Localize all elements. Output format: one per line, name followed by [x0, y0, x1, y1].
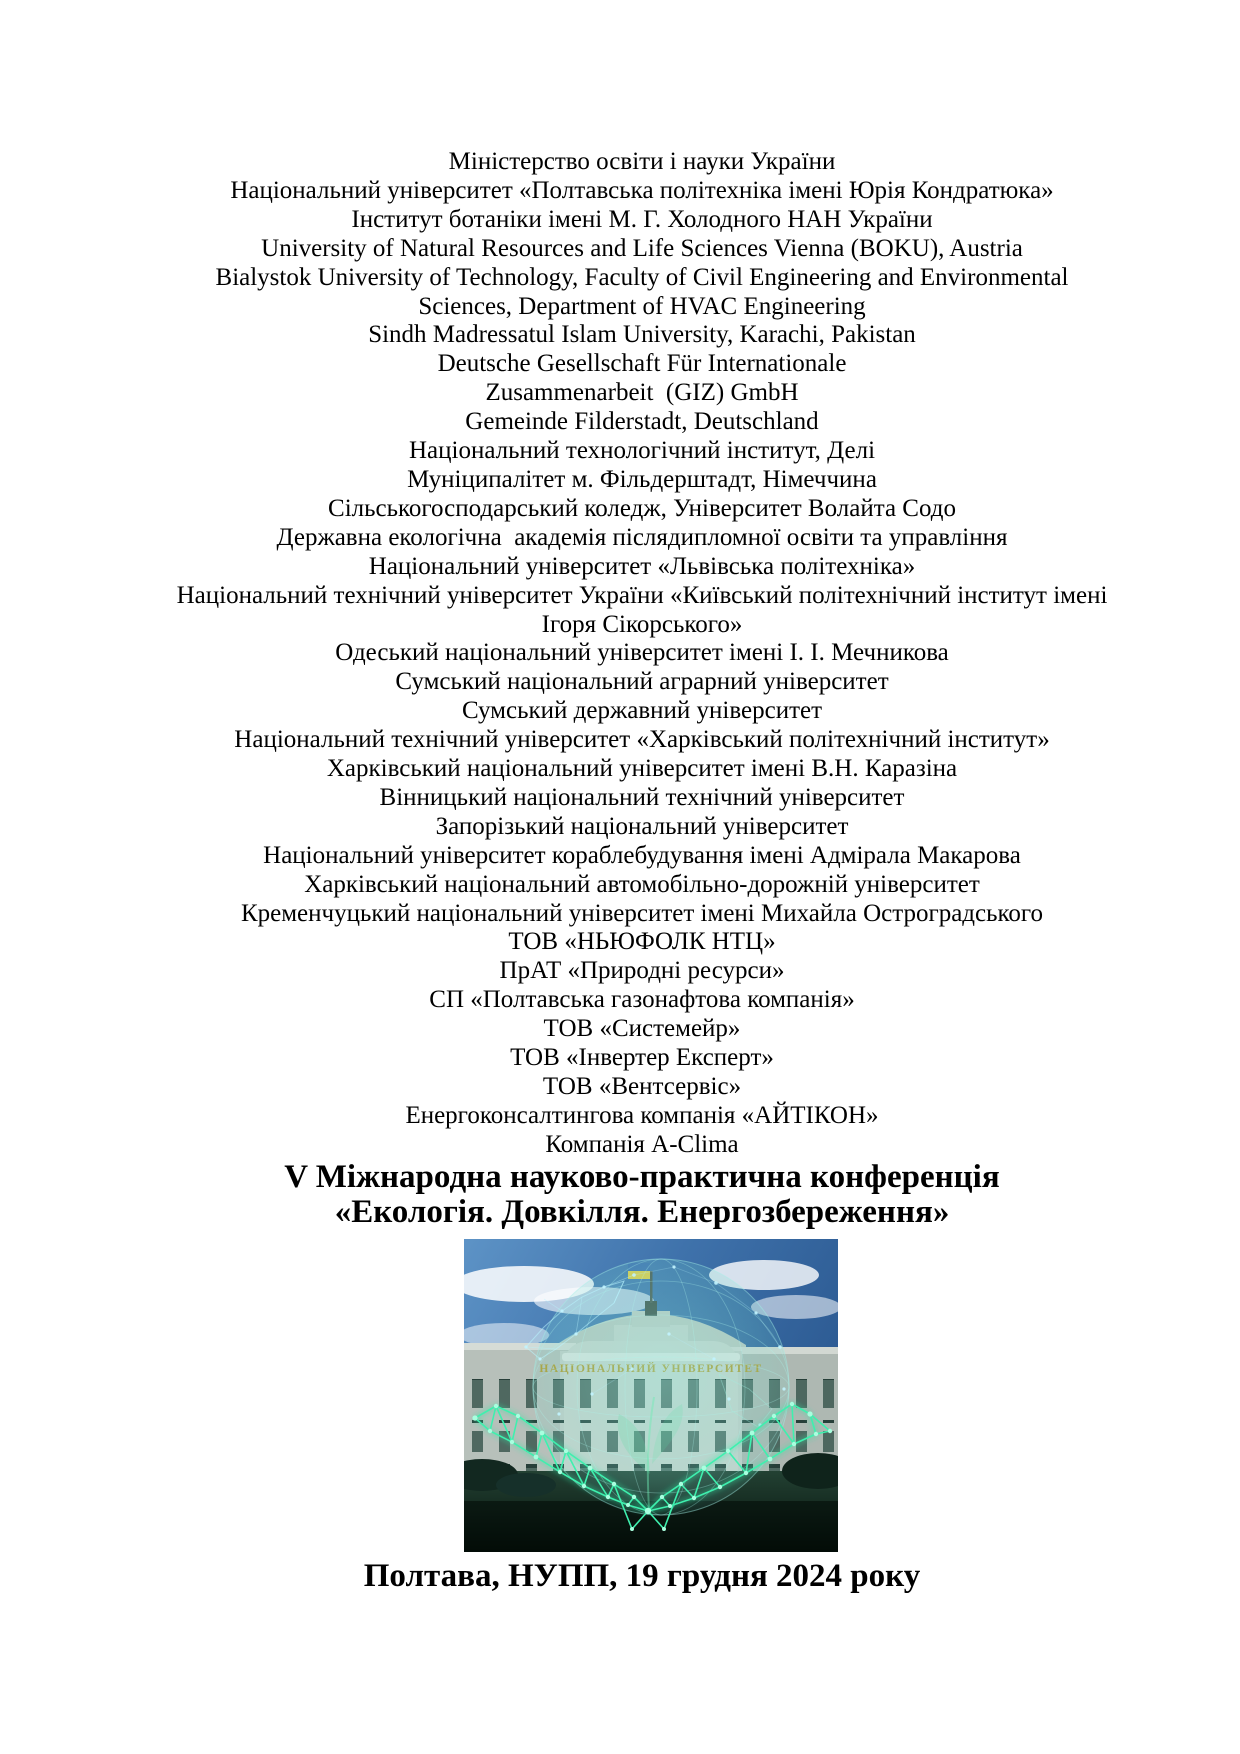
organizer-line: Муніципалітет м. Фільдерштадт, Німеччина: [407, 465, 877, 493]
organizer-line: Запорізький національний університет: [435, 812, 849, 840]
organizer-line: Компанія A-Clima: [545, 1130, 739, 1158]
organizer-line: Zusammenarbeit (GIZ) GmbH: [485, 379, 799, 407]
organizers-list: [122, 148, 1162, 1160]
footer-date: Полтава, НУПП, 19 грудня 2024 року: [363, 1557, 921, 1594]
conference-title-line1: V Міжнародна науково-практична конференція: [284, 1158, 1000, 1195]
organizer-line: ТОВ «Системейр»: [543, 1015, 741, 1043]
organizer-line: Національний технічний університет «Харківський політехнічний інститут»: [234, 726, 1050, 754]
organizer-line: ПрАТ «Природні ресурси»: [499, 957, 785, 985]
organizer-line: Сумський державний університет: [461, 697, 823, 725]
organizer-line: Deutsche Gesellschaft Für Internationale: [437, 350, 847, 378]
organizer-line: СП «Полтавська газонафтова компанія»: [429, 986, 855, 1014]
organizer-line: ТОВ «Інвертер Експерт»: [510, 1044, 774, 1072]
organizer-line: Національний університет «Полтавська політехніка імені Юрія Кондратюка»: [230, 176, 1054, 204]
organizer-line: Національний технологічний інститут, Делі: [408, 437, 876, 465]
conference-photo: [464, 1239, 838, 1552]
organizer-line: Gemeinde Filderstadt, Deutschland: [465, 408, 819, 436]
organizer-line: Sciences, Department of HVAC Engineering: [418, 292, 866, 320]
organizer-line: Харківський національний автомобільно-дорожній університет: [304, 870, 980, 898]
organizer-line: Ігоря Сікорського»: [541, 610, 743, 638]
organizer-line: Національний університет «Львівська політехніка»: [368, 552, 916, 580]
organizer-line: Вінницький національний технічний університет: [379, 783, 905, 811]
organizer-line: ТОВ «НЬЮФОЛК НТЦ»: [508, 928, 776, 956]
conference-title: [122, 1160, 1162, 1230]
organizer-line: ТОВ «Вентсервіс»: [542, 1073, 742, 1100]
organizer-line: Національний університет кораблебудування імені Адмірала Макарова: [263, 841, 1021, 869]
conference-photo-wrap: [131, 1239, 1171, 1552]
organizer-line: Sindh Madressatul Islam University, Karachi, Pakistan: [368, 321, 916, 349]
organizer-line: Харківський національний університет імені В.Н. Каразіна: [326, 755, 958, 783]
organizer-line: Енергоконсалтингова компанія «АЙТІКОН»: [405, 1101, 879, 1129]
organizer-line: Міністерство освіти і науки України: [448, 148, 836, 175]
organizer-line: Bialystok University of Technology, Faculty of Civil Engineering and Environmental: [215, 263, 1069, 291]
organizer-line: Національний технічний університет України «Київський політехнічний інститут імені: [176, 581, 1108, 609]
organizer-line: Державна екологічна академія післядипломної освіти та управління: [276, 523, 1008, 551]
organizer-line: Сільськогосподарський коледж, Університет Волайта Содо: [328, 494, 956, 522]
organizer-line: Сумський національний аграрний університет: [395, 668, 889, 696]
organizer-line: Кременчуцький національний університет імені Михайла Остроградського: [240, 899, 1044, 927]
organizer-line: Одеський національний університет імені І. І. Мечникова: [335, 639, 949, 667]
organizer-line: Інститут ботаніки імені М. Г. Холодного НАН України: [351, 205, 933, 233]
organizer-line: University of Natural Resources and Life Sciences Vienna (BOKU), Austria: [261, 234, 1023, 262]
conference-title-line2: «Екологія. Довкілля. Енергозбереження»: [334, 1193, 950, 1230]
